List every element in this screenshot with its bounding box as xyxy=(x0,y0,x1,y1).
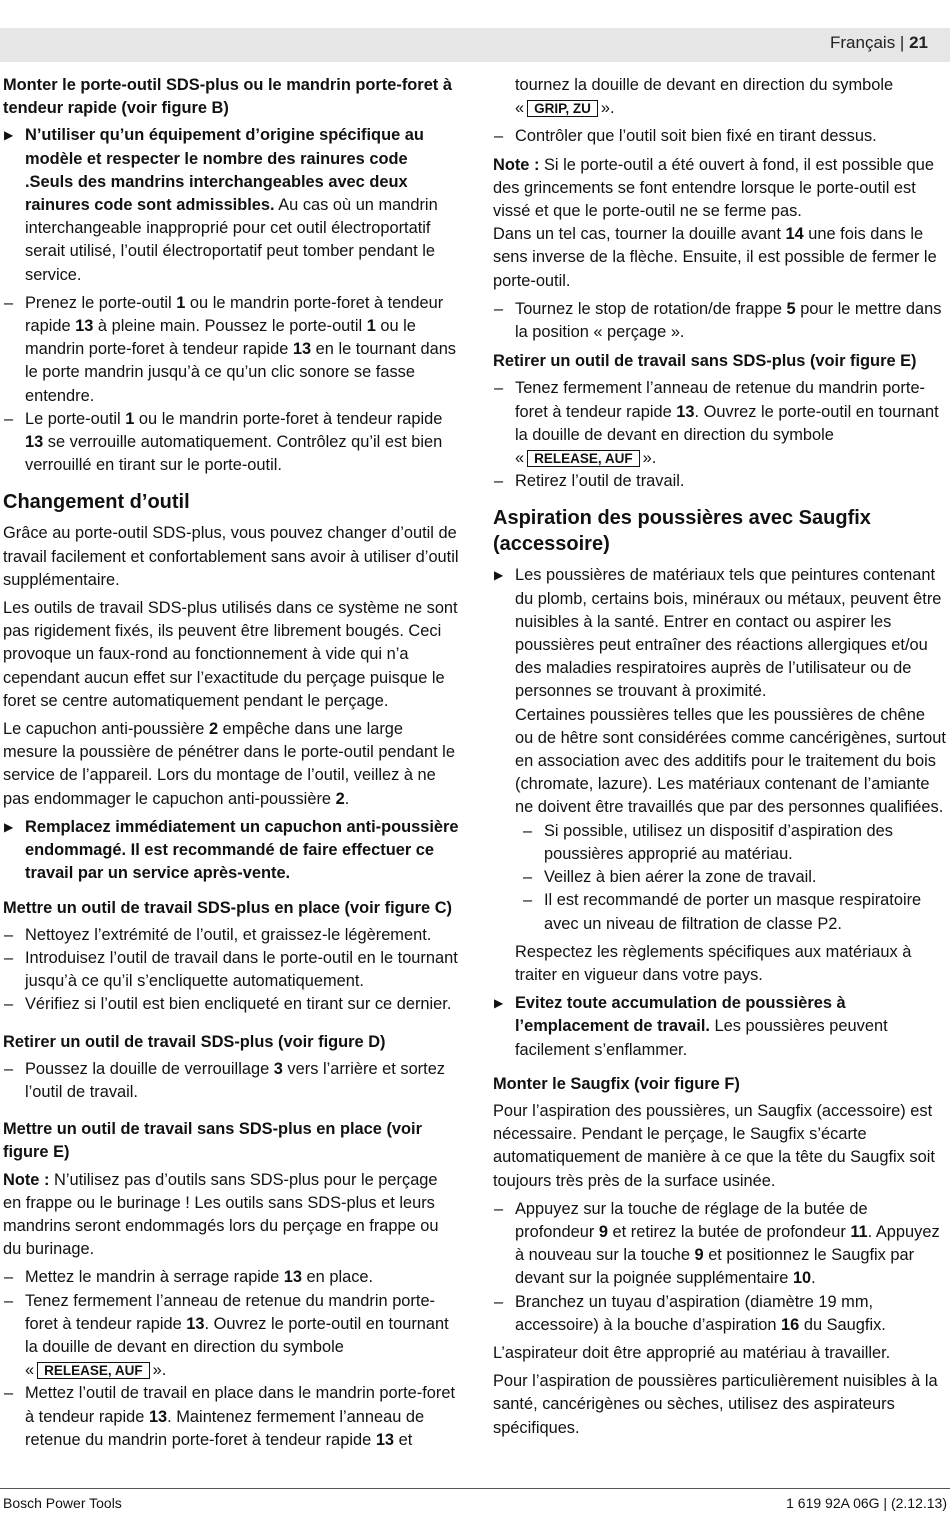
list-item: – Nettoyez l’extrémité de l’outil, et graissez-le légèrement. xyxy=(3,924,459,947)
footer-brand: Bosch Power Tools xyxy=(3,1495,122,1511)
heading-figure-b: Monter le porte-outil SDS-plus ou le mandrin porte-foret à tendeur rapide (voir figure B) xyxy=(3,76,452,118)
list-item: – Vérifiez si l’outil est bien encliqueté en tirant sur ce dernier. xyxy=(3,993,459,1016)
note-paragraph: Note : Si le porte-outil a été ouvert à fond, il est possible que des grincements se font entendre lorsque le porte-outil est vissé et que le porte-outil ne se ferme pas. Dans un tel cas, tourner la douille avant 14 une fois dans le sens inverse de la flèche. Ensuite, il est possible de fermer le porte-outil. xyxy=(493,155,937,290)
heading-dust-extraction: Aspiration des poussières avec Saugfix (accessoire) xyxy=(493,507,871,556)
list-item: – Veillez à bien aérer la zone de travail. xyxy=(493,866,947,889)
warning-dust-health: ▶ Les poussières de matériaux tels que peintures contenant du plomb, certains bois, minéraux ou métaux, peuvent être nuisibles à la santé. Entrer en contact ou aspirer les poussières peut entraîner des réactions allergiques et/ou des maladies respiratoires auprès de l’utilisateur ou de personnes se trouvant à proximité. Certaines poussières telles que les poussières de chêne ou de hêtre sont considérées comme cancérigènes, surtout en association avec des additifs pour le traitement du bois (chromate, lazure). Les matériaux contenant de l’amiante ne doivent être travaillés que par des personnes qualifiées. xyxy=(493,564,947,819)
heading-figure-f: Monter le Saugfix (voir figure F) xyxy=(493,1074,740,1093)
warning-original-equipment xyxy=(3,124,459,286)
heading-figure-d: Retirer un outil de travail SDS-plus (voir figure D) xyxy=(3,1032,386,1051)
heading-figure-e: Mettre un outil de travail sans SDS-plus en place (voir figure E) xyxy=(3,1120,422,1162)
page-number: 21 xyxy=(909,33,928,52)
warning-bold: N’utiliser qu’un équipement d’origine spécifique au modèle et respecter le nombre des rainures code .Seuls des mandrins interchangeables avec deux rainures code sont admissibles. xyxy=(25,126,424,215)
list-item: – Mettez l’outil de travail en place dans le mandrin porte-foret à tendeur rapide 13. Maintenez fermement l’anneau de retenue du mandrin porte-foret à tendeur rapide 13 et xyxy=(3,1382,459,1452)
list-item: – Contrôler que l’outil soit bien fixé en tirant dessus. xyxy=(493,125,947,148)
list-item: – Prenez le porte-outil 1 ou le mandrin porte-foret à tendeur rapide 13 à pleine main. Poussez le porte-outil 1 ou le mandrin porte-foret à tendeur rapide 13 en le tournant dans le porte mandrin jusqu’à ce qu’un clic sonore se fasse entendre. xyxy=(3,292,459,408)
warning-dust-accumulation: ▶ Evitez toute accumulation de poussières à l’emplacement de travail. Les poussières peuvent facilement s’enflammer. xyxy=(493,992,947,1062)
list-item: – Branchez un tuyau d’aspiration (diamètre 19 mm, accessoire) à la bouche d’aspiration 16 du Saugfix. xyxy=(493,1291,947,1337)
list-item-continued: tournez la douille de devant en direction du symbole « GRIP, ZU ». xyxy=(515,76,894,118)
paragraph: Pour l’aspiration de poussières particulièrement nuisibles à la santé, cancérigènes ou sèches, utilisez des aspirateurs spécifiques. xyxy=(493,1372,938,1437)
heading-remove-non-sds: Retirer un outil de travail sans SDS-plus (voir figure E) xyxy=(493,352,917,371)
list-item: – Il est recommandé de porter un masque respiratoire avec un niveau de filtration de classe P2. xyxy=(493,889,947,935)
paragraph: L’aspirateur doit être approprié au matériau à travailler. xyxy=(493,1343,891,1362)
paragraph: Grâce au porte-outil SDS-plus, vous pouvez changer d’outil de travail facilement et confortablement sans avoir à utiliser d’outil supplémentaire. xyxy=(3,524,459,589)
note-paragraph: Note : N’utilisez pas d’outils sans SDS-plus pour le perçage en frappe ou le burinage ! Les outils sans SDS-plus et leurs mandrins seront endommagés lors du perçage en frappe ou du burinage. xyxy=(3,1170,439,1259)
release-symbol: RELEASE, AUF xyxy=(37,1362,150,1379)
warning-dust-cap: ▶ Remplacez immédiatement un capuchon anti-poussière endommagé. Il est recommandé de faire effectuer ce travail par un service après-vente. xyxy=(3,816,459,886)
left-column xyxy=(3,74,459,1452)
footer-docnum: 1 619 92A 06G | (2.12.13) xyxy=(786,1495,947,1511)
header-language-page: Français | 21 xyxy=(830,33,928,52)
paragraph: Respectez les règlements spécifiques aux matériaux à traiter en vigueur dans votre pays. xyxy=(515,942,912,984)
list-item: – Introduisez l’outil de travail dans le porte-outil en le tournant jusqu’à ce qu’il s’encliquette automatiquement. xyxy=(3,947,459,993)
paragraph: Les outils de travail SDS-plus utilisés dans ce système ne sont pas rigidement fixés, ils peuvent être librement bougés. Ceci provoque un faux-rond au fonctionnement à vide qui n’a cependant aucun effet sur l’exactitude du perçage puisque le foret se centre automatiquement pendant le perçage. xyxy=(3,599,458,710)
warning-text: Au cas où un mandrin interchangeable inapproprié pour cet outil électroportatif serait utilisé, l’outil électroportatif peut tomber pendant le service. xyxy=(25,196,438,284)
list-item: – Retirez l’outil de travail. xyxy=(493,470,947,493)
paragraph: Pour l’aspiration des poussières, un Saugfix (accessoire) est nécessaire. Pendant le perçage, le Saugfix s’écarte automatiquement de manière à ce que la tête du Saugfix soit toujours très près de la surface usinée. xyxy=(493,1101,935,1190)
header-language: Français xyxy=(830,33,896,52)
list-item: – Mettez le mandrin à serrage rapide 13 en place. xyxy=(3,1266,459,1289)
heading-tool-change: Changement d’outil xyxy=(3,491,190,514)
list-item: – Appuyez sur la touche de réglage de la butée de profondeur 9 et retirez la butée de profondeur 11. Appuyez à nouveau sur la touche 9 et positionnez le Saugfix par devant sur la poignée supplémentaire 10. xyxy=(493,1198,947,1291)
list-item: – Tenez fermement l’anneau de retenue du mandrin porte-foret à tendeur rapide 13. Ouvrez le porte-outil en tournant la douille de devant en direction du symbole « RELEASE, AUF ». xyxy=(3,1290,459,1383)
page-footer xyxy=(0,1488,950,1511)
release-symbol: RELEASE, AUF xyxy=(527,450,640,467)
heading-figure-c: Mettre un outil de travail SDS-plus en place (voir figure C) xyxy=(3,898,452,917)
list-item: – Poussez la douille de verrouillage 3 vers l’arrière et sortez l’outil de travail. xyxy=(3,1058,459,1104)
list-item: – Tournez le stop de rotation/de frappe 5 pour le mettre dans la position « perçage ». xyxy=(493,298,947,344)
page-header xyxy=(0,28,950,62)
grip-symbol: GRIP, ZU xyxy=(527,100,598,117)
paragraph: Le capuchon anti-poussière 2 empêche dans une large mesure la poussière de pénétrer dans le porte-outil pendant le service de l’appareil. Lors du montage de l’outil, veillez à ne pas endommager le capuchon anti-poussière 2. xyxy=(3,720,455,808)
right-column xyxy=(493,74,947,1445)
list-item: – Le porte-outil 1 ou le mandrin porte-foret à tendeur rapide 13 se verrouille automatiquement. Contrôlez qu’il est bien verrouillé en tirant sur le porte-outil. xyxy=(3,408,459,478)
list-item: – Si possible, utilisez un dispositif d’aspiration des poussières approprié au matériau. xyxy=(493,820,947,866)
list-item: – Tenez fermement l’anneau de retenue du mandrin porte-foret à tendeur rapide 13. Ouvrez le porte-outil en tournant la douille de devant en direction du symbole « RELEASE, AUF ». xyxy=(493,377,947,470)
